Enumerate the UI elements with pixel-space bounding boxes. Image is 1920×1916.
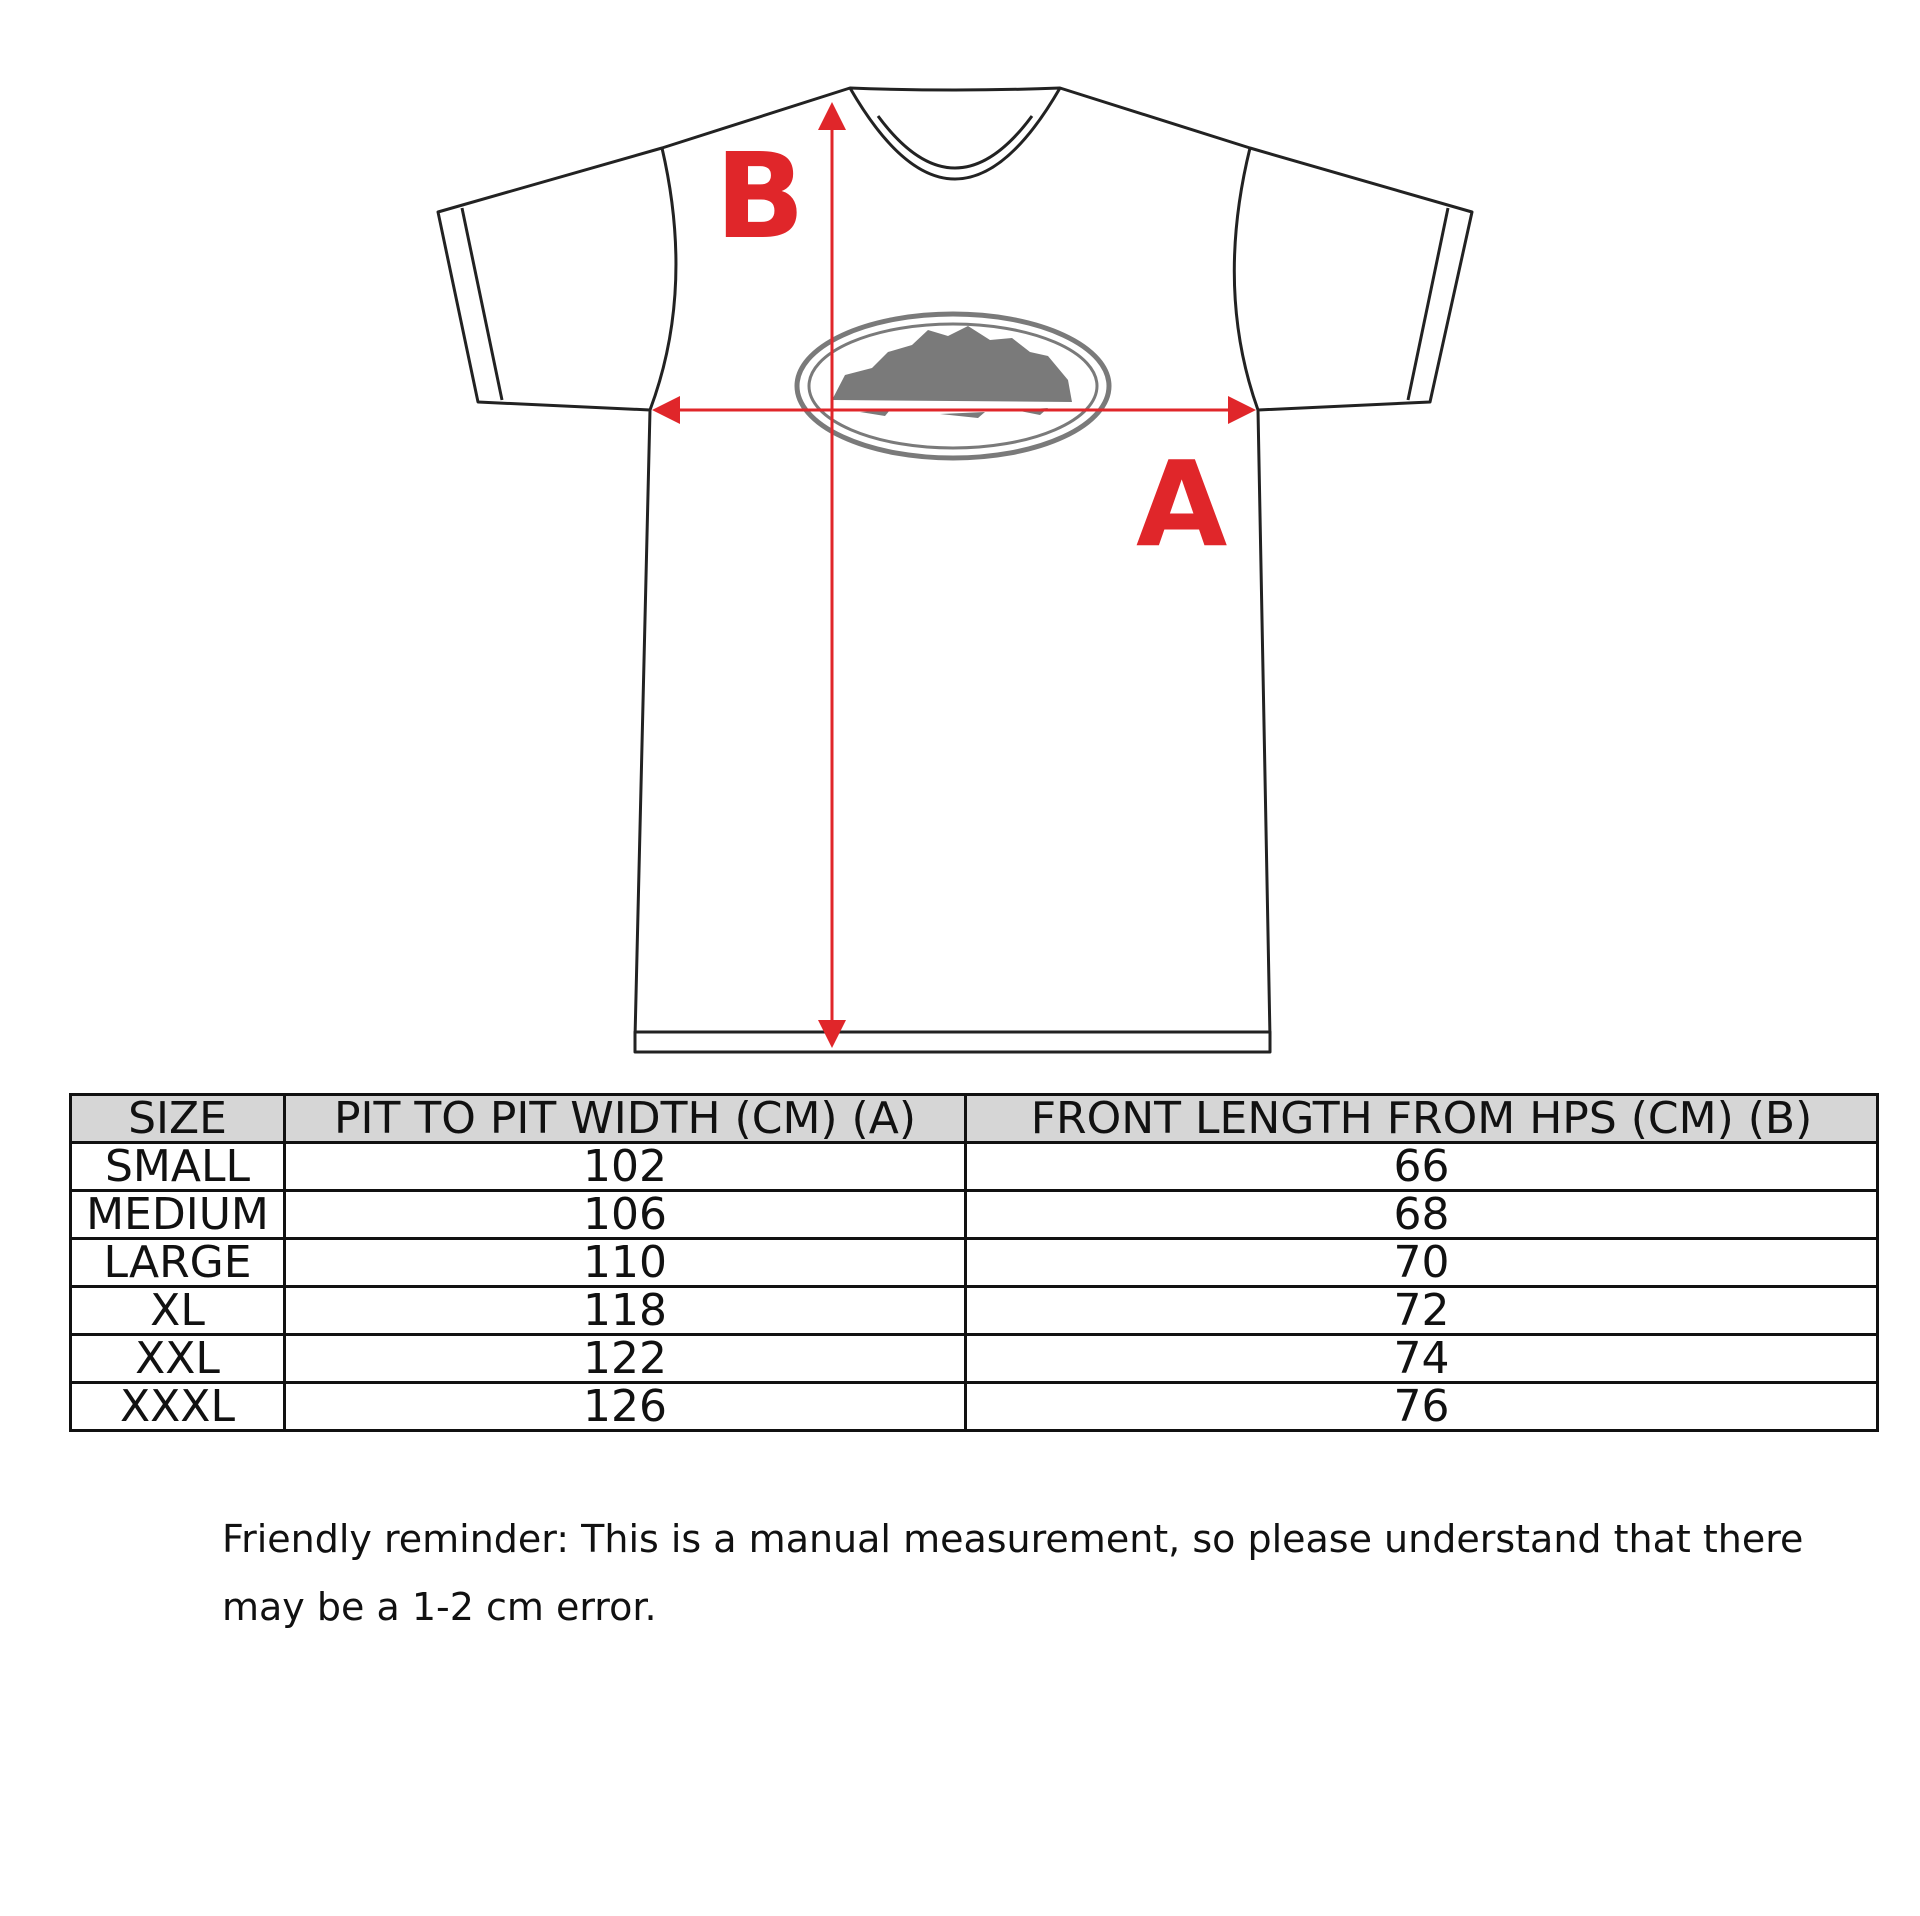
table-row (71, 1239, 1878, 1287)
cell-width: 118 (285, 1287, 966, 1335)
cell-length: 76 (966, 1383, 1878, 1431)
size-chart-table (69, 1093, 1879, 1432)
cell-size: XXXL (71, 1383, 285, 1431)
cell-width: 102 (285, 1143, 966, 1191)
hem-band (635, 1032, 1270, 1052)
cell-size: SMALL (71, 1143, 285, 1191)
table-row (71, 1383, 1878, 1431)
dimension-label-a: A (1136, 435, 1228, 573)
cell-width: 126 (285, 1383, 966, 1431)
dimension-label-b: B (715, 127, 805, 265)
table-row (71, 1143, 1878, 1191)
tshirt-outline (438, 88, 1472, 1038)
table-header-row (71, 1095, 1878, 1143)
table-row (71, 1287, 1878, 1335)
measurement-reminder-note: Friendly reminder: This is a manual measurement, so please understand that there may be a 1-2 cm error. (222, 1517, 1804, 1629)
chest-logo (797, 314, 1109, 458)
cell-size: MEDIUM (71, 1191, 285, 1239)
cell-length: 70 (966, 1239, 1878, 1287)
cell-width: 106 (285, 1191, 966, 1239)
cell-length: 72 (966, 1287, 1878, 1335)
cell-width: 110 (285, 1239, 966, 1287)
table-row (71, 1191, 1878, 1239)
cell-length: 74 (966, 1335, 1878, 1383)
header-size: SIZE (71, 1095, 285, 1143)
cell-size: XL (71, 1287, 285, 1335)
cell-width: 122 (285, 1335, 966, 1383)
header-front-length: FRONT LENGTH FROM HPS (CM) (B) (966, 1095, 1878, 1143)
header-pit-width: PIT TO PIT WIDTH (CM) (A) (285, 1095, 966, 1143)
cell-size: XXL (71, 1335, 285, 1383)
cell-length: 66 (966, 1143, 1878, 1191)
cell-length: 68 (966, 1191, 1878, 1239)
table-row (71, 1335, 1878, 1383)
cell-size: LARGE (71, 1239, 285, 1287)
